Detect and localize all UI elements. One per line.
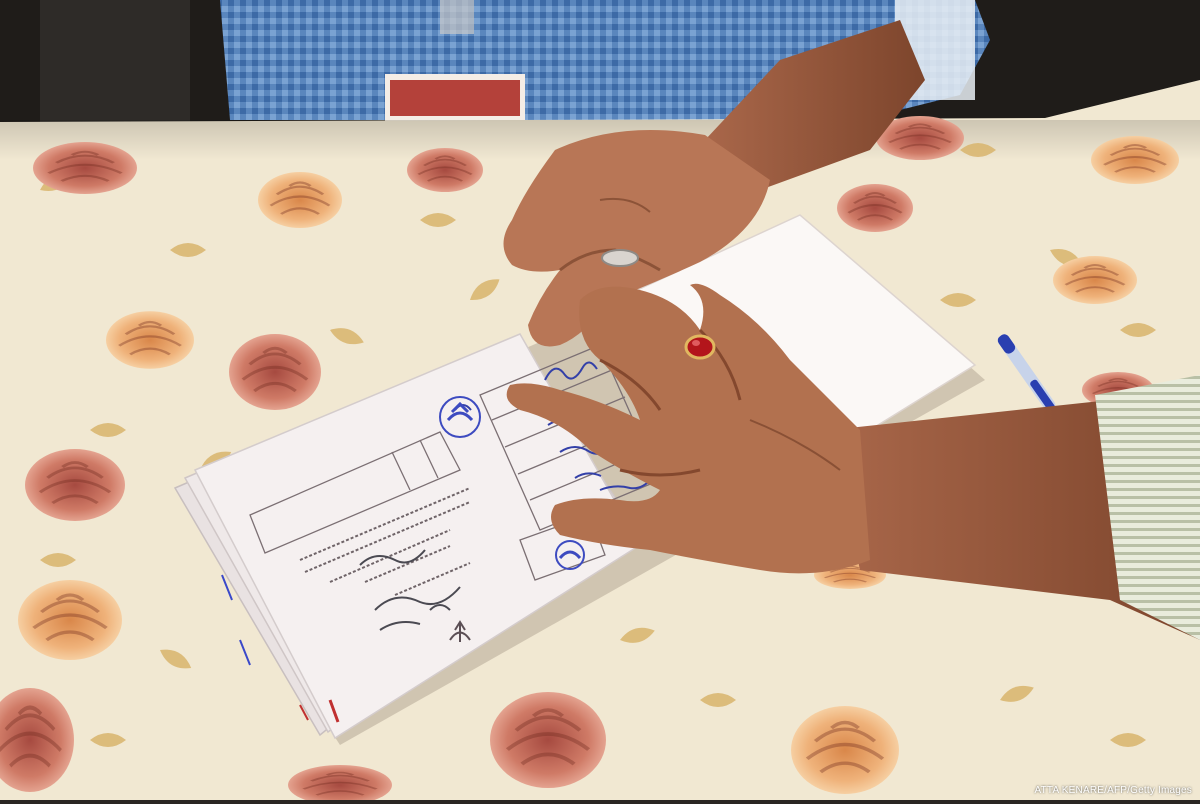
photo-credit: ATTA KENARE/AFP/Getty Images: [1034, 785, 1192, 796]
